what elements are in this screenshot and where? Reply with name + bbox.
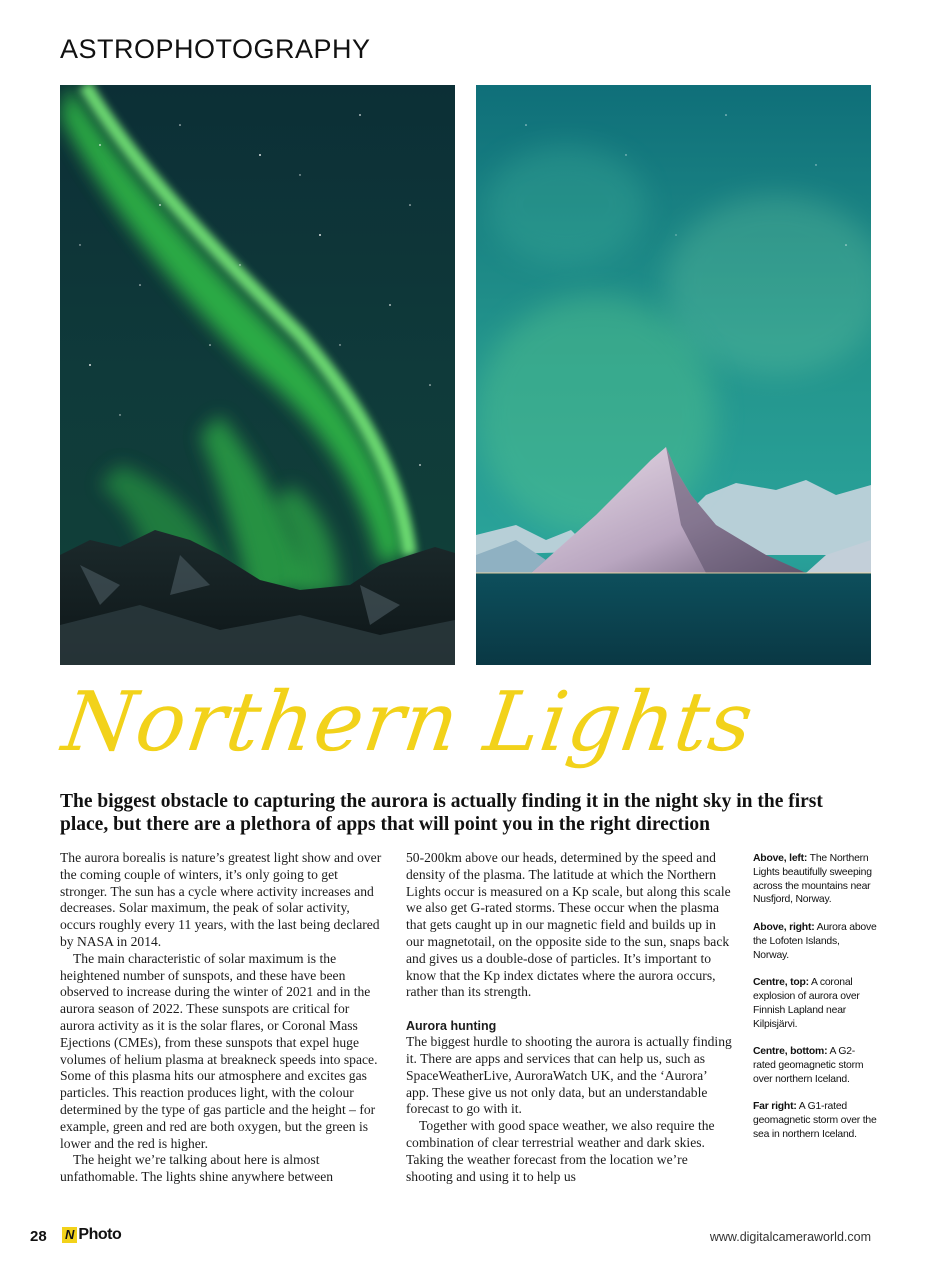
logo-mark: N [62,1227,77,1243]
caption-above-right: Above, right: Aurora above the Lofoten Islands, Norway. [753,921,877,961]
body-column-2 [406,850,732,1185]
subhead-aurora-hunting: Aurora hunting [406,1019,497,1034]
body-paragraph: The biggest hurdle to shooting the aurora is actually finding it. There are apps and services that can help us, such as SpaceWeatherLive, AuroraWatch UK, and the ‘Aurora’ app. These give us not only data, but an understandable forecast to go with it. [406,1034,732,1117]
body-column-1 [60,850,386,1186]
caption-far-right: Far right: A G1-rated geomagnetic storm over the sea in northern Iceland. [753,1101,877,1140]
photo-aurora-mountains [60,85,455,665]
photo-aurora-peak-sea [476,85,871,665]
body-paragraph: Together with good space weather, we also require the combination of clear terrestrial weather and dark skies. Taking the weather forecast from the location we’re shooting and using it to help us [406,1118,715,1184]
body-paragraph: The main characteristic of solar maximum is the heightened number of sunspots, and these have been observed to increase during the winter of 2021 and in the aurora season of 2022. These sunspots are critical for aurora activity as it is the solar flares, or Coronal Mass Ejections (CMEs), from these sunspots that expel huge volumes of helium plasma at breakneck speeds into space. Some of this plasma hits our atmosphere and excites gas particles. This reaction produces light, with the colour determined by the type of gas particle and the height – for example, green and red are both oxygen, but the green is lower and the red is higher. [60,950,378,1151]
body-paragraph: 50-200km above our heads, determined by the speed and density of the plasma. The latitude at which the Northern Lights occur is measured on a Kp scale, but along this scale we also get G-rated storms. These occur when the plasma that gets caught up in our magnetic field and builds up in our magnetotail, on the opposite side to the sun, snaps back and gives us a double-dose of particles. It’s important to know that the Kp index dictates where the aurora occurs, rather than its strength. [406,850,731,1000]
caption-centre-top: Centre, top: A coronal explosion of aurora over Finnish Lapland near Kilpisjärvi. [753,977,860,1030]
nphoto-logo [62,1226,121,1244]
body-paragraph: The height we’re talking about here is almost unfathomable. The lights shine anywhere between [60,1152,334,1185]
logo-word: Photo [78,1226,122,1243]
section-label: ASTROPHOTOGRAPHY [60,34,371,64]
photo-captions [753,852,877,1156]
body-paragraph: The aurora borealis is nature’s greatest light show and over the coming couple of winters, it’s only going to get stronger. The sun has a cycle where activity increases and decreases. Solar maximum, the peak of solar activity, occurs roughly every 11 years, with the last being declared by NASA in 2014. [60,850,382,949]
page-number: 28 [30,1228,47,1245]
caption-above-left: Above, left: The Northern Lights beautifully sweeping across the mountains near Nusfjord, Norway. [753,853,872,906]
caption-centre-bottom: Centre, bottom: A G2-rated geomagnetic storm over northern Iceland. [753,1046,864,1085]
standfirst: The biggest obstacle to capturing the aurora is actually finding it in the night sky in the first place, but there are a plethora of apps that will point you in the right direction [60,791,823,835]
footer-url: www.digitalcameraworld.com [709,1230,871,1244]
headline: Northern Lights [57,675,760,770]
